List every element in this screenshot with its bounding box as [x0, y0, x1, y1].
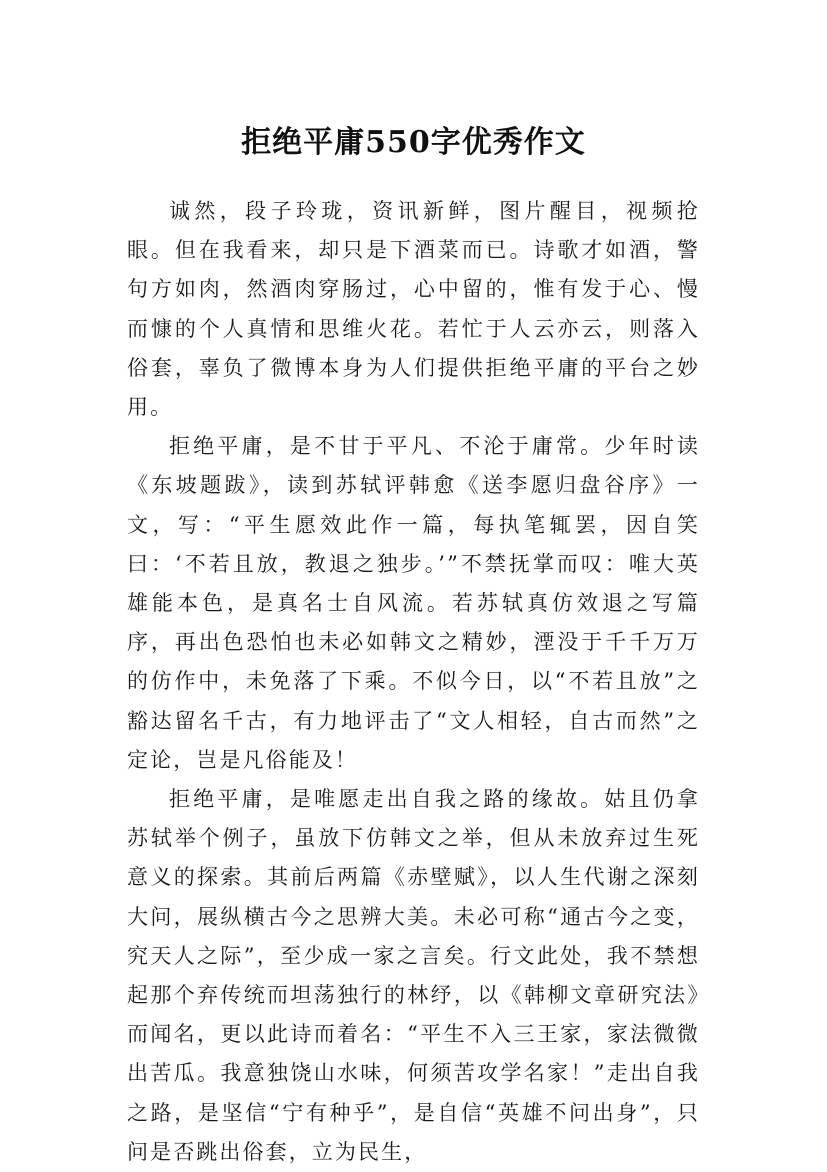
document-body — [127, 192, 700, 1172]
document-title: 拒绝平庸550字优秀作文 — [241, 125, 586, 161]
paragraph-3: 拒绝平庸，是唯愿走出自我之路的缘故。姑且仍拿苏轼举个例子，虽放下仿韩文之举，但从未放弃过生死意义的探索。其前后两篇《赤壁赋》，以人生代谢之深刻大问，展纵横古今之思辨大美。未必可称“通古今之变，究天人之际”，至少成一家之言矣。行文此处，我不禁想起那个弃传统而坦荡独行的林纾，以《韩柳文章研究法》而闻名，更以此诗而着名：“平生不入三王家，家法微微出苦瓜。我意独饶山水味，何须苦攻学名家！”走出自我之路，是坚信“宁有种乎”，是自信“英雄不问出身”，只问是否跳出俗套，立为民生， — [127, 787, 700, 1164]
paragraph-2: 拒绝平庸，是不甘于平凡、不沦于庸常。少年时读《东坡题跋》，读到苏轼评韩愈《送李愿归盘谷序》一文，写：“平生愿效此作一篇，每执笔辄罢，因自笑曰：‘不若且放，教退之独步。’”不禁抚掌而叹：唯大英雄能本色，是真名士自风流。若苏轼真仿效退之写篇序，再出色恐怕也未必如韩文之精妙，湮没于千千万万的仿作中，未免落了下乘。不似今日，以“不若且放”之豁达留名千古，有力地评击了“文人相轻，自古而然”之定论，岂是凡俗能及！ — [127, 434, 700, 772]
paragraph-1: 诚然，段子玲珑，资讯新鲜，图片醒目，视频抢眼。但在我看来，却只是下酒菜而已。诗歌才如酒，警句方如肉，然酒肉穿肠过，心中留的，惟有发于心、慢而慷的个人真情和思维火花。若忙于人云亦云，则落入俗套，辜负了微博本身为人们提供拒绝平庸的平台之妙用。 — [127, 199, 700, 420]
